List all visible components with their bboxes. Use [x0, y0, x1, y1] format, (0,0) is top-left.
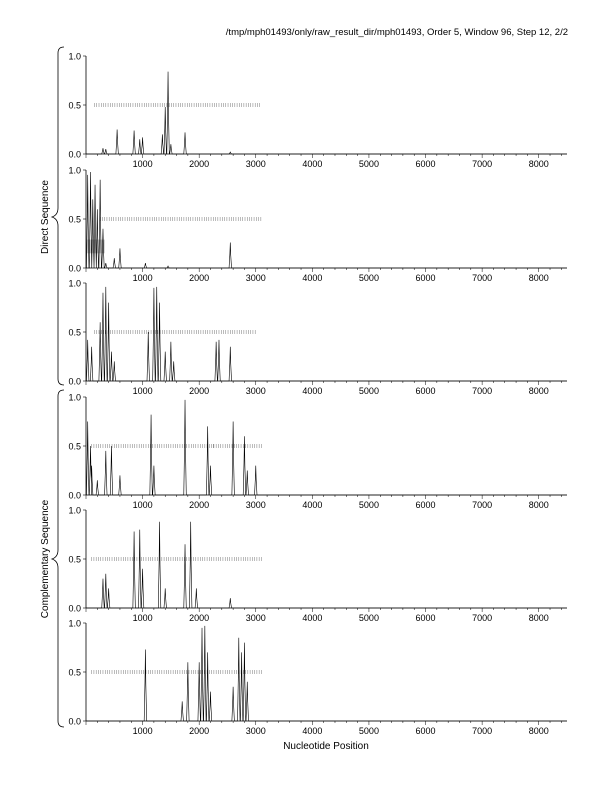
x-tick-label: 6000	[415, 500, 436, 510]
y-tick-label: 0.5	[68, 667, 81, 678]
x-tick-label: 4000	[302, 500, 323, 510]
direct-group-label: Direct Sequence	[40, 180, 51, 254]
y-tick-label: 1.0	[68, 51, 81, 62]
direct-group-brace	[52, 47, 64, 385]
panel-5	[68, 506, 567, 624]
x-tick-label: 1000	[132, 613, 153, 623]
x-tick-label: 4000	[302, 159, 323, 169]
x-tick-label: 5000	[358, 273, 379, 283]
x-tick-label: 5000	[358, 726, 379, 736]
x-tick-label: 1000	[132, 386, 153, 396]
x-tick-label: 2000	[189, 273, 210, 283]
x-tick-label: 5000	[358, 386, 379, 396]
y-tick-label: 0.0	[68, 716, 81, 727]
panel-3	[68, 279, 567, 397]
x-tick-label: 3000	[245, 386, 266, 396]
complementary-group-label: Complementary Sequence	[40, 499, 51, 619]
x-tick-label: 8000	[528, 500, 549, 510]
x-tick-label: 5000	[358, 613, 379, 623]
y-tick-label: 1.0	[68, 165, 81, 176]
panel-6	[68, 619, 567, 737]
y-tick-label: 0.0	[68, 603, 81, 614]
y-tick-label: 0.5	[68, 100, 81, 111]
x-tick-label: 4000	[302, 726, 323, 736]
x-tick-label: 3000	[245, 613, 266, 623]
y-tick-label: 1.0	[68, 278, 81, 289]
x-tick-label: 2000	[189, 613, 210, 623]
x-tick-label: 7000	[472, 726, 493, 736]
x-tick-label: 6000	[415, 726, 436, 736]
panel-1	[68, 52, 567, 170]
x-tick-label: 5000	[358, 159, 379, 169]
x-tick-label: 8000	[528, 273, 549, 283]
panel-4	[68, 393, 567, 511]
score-line	[86, 287, 567, 381]
x-tick-label: 8000	[528, 159, 549, 169]
x-tick-label: 3000	[245, 159, 266, 169]
y-tick-label: 1.0	[68, 618, 81, 629]
panel-2	[68, 166, 567, 284]
x-tick-label: 6000	[415, 273, 436, 283]
x-tick-label: 2000	[189, 159, 210, 169]
panels	[68, 52, 567, 737]
x-tick-label: 7000	[472, 613, 493, 623]
x-tick-label: 3000	[245, 500, 266, 510]
x-tick-label: 1000	[132, 500, 153, 510]
x-tick-label: 3000	[245, 726, 266, 736]
x-tick-label: 7000	[472, 500, 493, 510]
x-tick-label: 5000	[358, 500, 379, 510]
y-tick-label: 0.5	[68, 327, 81, 338]
x-tick-label: 7000	[472, 386, 493, 396]
y-tick-label: 1.0	[68, 392, 81, 403]
x-tick-label: 4000	[302, 386, 323, 396]
y-tick-label: 0.0	[68, 376, 81, 387]
x-tick-label: 2000	[189, 386, 210, 396]
x-tick-label: 4000	[302, 273, 323, 283]
y-tick-label: 0.0	[68, 490, 81, 501]
x-tick-label: 8000	[528, 386, 549, 396]
figure-title: /tmp/mph01493/only/raw_result_dir/mph01493, Order 5, Window 96, Step 12, 2/2	[225, 27, 568, 38]
x-tick-label: 1000	[132, 726, 153, 736]
x-tick-label: 8000	[528, 613, 549, 623]
y-tick-label: 1.0	[68, 505, 81, 516]
score-line	[86, 522, 567, 608]
x-tick-label: 7000	[472, 273, 493, 283]
x-tick-label: 1000	[132, 273, 153, 283]
y-tick-label: 0.5	[68, 554, 81, 565]
score-line	[86, 626, 567, 721]
x-tick-label: 7000	[472, 159, 493, 169]
score-line	[86, 400, 567, 495]
y-tick-label: 0.0	[68, 149, 81, 160]
y-tick-label: 0.0	[68, 263, 81, 274]
y-tick-label: 0.5	[68, 214, 81, 225]
x-tick-label: 2000	[189, 726, 210, 736]
x-tick-label: 4000	[302, 613, 323, 623]
x-axis-label: Nucleotide Position	[283, 741, 369, 752]
x-tick-label: 6000	[415, 159, 436, 169]
x-tick-label: 6000	[415, 386, 436, 396]
x-tick-label: 3000	[245, 273, 266, 283]
x-tick-label: 2000	[189, 500, 210, 510]
y-tick-label: 0.5	[68, 441, 81, 452]
x-tick-label: 8000	[528, 726, 549, 736]
x-tick-label: 6000	[415, 613, 436, 623]
score-line	[86, 72, 567, 154]
x-tick-label: 1000	[132, 159, 153, 169]
score-line	[86, 172, 567, 268]
complementary-group-brace	[52, 390, 64, 727]
